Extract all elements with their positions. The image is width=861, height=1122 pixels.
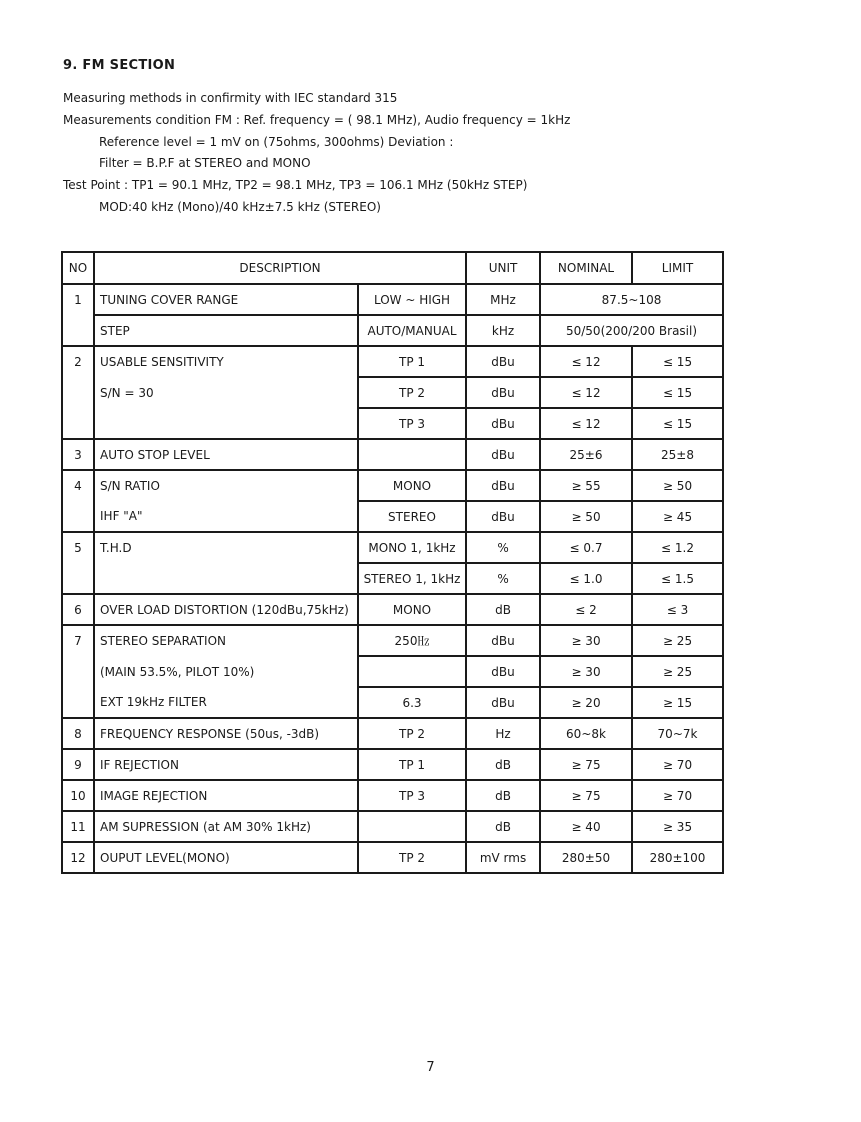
- row-limit: ≥ 35: [632, 811, 723, 842]
- table-row: [62, 594, 723, 625]
- row-no: 9: [62, 749, 94, 780]
- row-nominal: ≥ 75: [540, 749, 632, 780]
- row-condition: TP 1: [358, 346, 466, 377]
- row-limit: ≥ 45: [632, 501, 723, 532]
- row-nominal: 25±6: [540, 439, 632, 470]
- row-unit: %: [466, 532, 540, 563]
- table-row: [62, 656, 723, 687]
- page-number: 7: [426, 1060, 435, 1075]
- row-unit: dBu: [466, 656, 540, 687]
- row-unit: Hz: [466, 718, 540, 749]
- row-nominal: ≤ 2: [540, 594, 632, 625]
- row-description: [94, 408, 358, 439]
- table-row: [62, 532, 723, 563]
- row-nominal: 280±50: [540, 842, 632, 873]
- row-description: IHF "A": [94, 501, 358, 532]
- row-unit: dBu: [466, 346, 540, 377]
- row-condition: TP 3: [358, 780, 466, 811]
- table-row: [62, 346, 723, 377]
- row-unit: dBu: [466, 439, 540, 470]
- intro-line: Reference level = 1 mV on (75ohms, 300ohms) Deviation :: [99, 134, 454, 149]
- row-description: [94, 563, 358, 594]
- row-condition: TP 2: [358, 718, 466, 749]
- row-condition: TP 3: [358, 408, 466, 439]
- header-nominal: NOMINAL: [540, 252, 632, 284]
- row-condition: TP 2: [358, 377, 466, 408]
- header-limit: LIMIT: [632, 252, 723, 284]
- measurement-conditions: [63, 88, 570, 219]
- row-limit: ≤ 15: [632, 377, 723, 408]
- row-no: 8: [62, 718, 94, 749]
- row-unit: dB: [466, 594, 540, 625]
- row-nominal: ≤ 1.0: [540, 563, 632, 594]
- row-description: S/N RATIO: [94, 470, 358, 501]
- intro-line: MOD:40 kHz (Mono)/40 kHz±7.5 kHz (STEREO): [99, 199, 381, 214]
- row-limit: ≥ 15: [632, 687, 723, 718]
- row-unit: %: [466, 563, 540, 594]
- row-no: [62, 656, 94, 687]
- row-condition: MONO: [358, 594, 466, 625]
- table-row: [62, 439, 723, 470]
- row-condition: [358, 811, 466, 842]
- row-nominal: ≤ 12: [540, 346, 632, 377]
- table-row: [62, 284, 723, 315]
- row-condition: 6.3: [358, 687, 466, 718]
- row-unit: MHz: [466, 284, 540, 315]
- fm-spec-table: [61, 251, 724, 874]
- row-no: [62, 315, 94, 346]
- table-row: [62, 749, 723, 780]
- row-description: S/N = 30: [94, 377, 358, 408]
- table-row: [62, 501, 723, 532]
- table-row: [62, 718, 723, 749]
- row-unit: dB: [466, 780, 540, 811]
- row-unit: kHz: [466, 315, 540, 346]
- row-nominal: ≥ 75: [540, 780, 632, 811]
- table-row: [62, 687, 723, 718]
- row-limit: ≤ 1.2: [632, 532, 723, 563]
- row-nominal: ≥ 30: [540, 625, 632, 656]
- row-nominal: ≥ 20: [540, 687, 632, 718]
- row-no: 10: [62, 780, 94, 811]
- header-unit: UNIT: [466, 252, 540, 284]
- row-condition: MONO 1, 1kHz: [358, 532, 466, 563]
- row-description: STEREO SEPARATION: [94, 625, 358, 656]
- row-condition: TP 2: [358, 842, 466, 873]
- row-no: 3: [62, 439, 94, 470]
- table-row: [62, 780, 723, 811]
- row-nominal: ≤ 12: [540, 377, 632, 408]
- row-description: OVER LOAD DISTORTION (120dBu,75kHz): [94, 594, 358, 625]
- row-nominal: ≥ 40: [540, 811, 632, 842]
- row-limit: ≥ 50: [632, 470, 723, 501]
- row-limit: ≤ 15: [632, 408, 723, 439]
- row-unit: dBu: [466, 501, 540, 532]
- table-row: [62, 563, 723, 594]
- row-nominal: ≤ 12: [540, 408, 632, 439]
- row-no: [62, 377, 94, 408]
- row-no: 2: [62, 346, 94, 377]
- row-description: AUTO STOP LEVEL: [94, 439, 358, 470]
- row-value: 50/50(200/200 Brasil): [540, 315, 723, 346]
- row-condition: [358, 439, 466, 470]
- row-limit: 25±8: [632, 439, 723, 470]
- row-unit: dB: [466, 749, 540, 780]
- row-description: (MAIN 53.5%, PILOT 10%): [94, 656, 358, 687]
- row-unit: dBu: [466, 625, 540, 656]
- row-condition: [358, 656, 466, 687]
- row-description: IF REJECTION: [94, 749, 358, 780]
- row-nominal: ≥ 55: [540, 470, 632, 501]
- row-limit: ≥ 25: [632, 625, 723, 656]
- intro-line: Measurements condition FM : Ref. frequency = ( 98.1 MHz), Audio frequency = 1kHz: [63, 112, 571, 127]
- section-title: 9. FM SECTION: [63, 58, 176, 73]
- row-no: [62, 408, 94, 439]
- row-description: STEP: [94, 315, 358, 346]
- row-nominal: ≥ 30: [540, 656, 632, 687]
- intro-line: Measuring methods in confirmity with IEC standard 315: [63, 91, 398, 105]
- row-unit: dBu: [466, 470, 540, 501]
- row-description: FREQUENCY RESPONSE (50us, -3dB): [94, 718, 358, 749]
- row-limit: ≤ 15: [632, 346, 723, 377]
- row-no: 5: [62, 532, 94, 563]
- table-row: [62, 377, 723, 408]
- row-limit: 280±100: [632, 842, 723, 873]
- intro-line: Filter = B.P.F at STEREO and MONO: [99, 156, 311, 171]
- row-condition: AUTO/MANUAL: [358, 315, 466, 346]
- row-unit: dBu: [466, 408, 540, 439]
- row-condition: STEREO: [358, 501, 466, 532]
- row-no: [62, 687, 94, 718]
- table-row: [62, 842, 723, 873]
- row-description: IMAGE REJECTION: [94, 780, 358, 811]
- row-limit: ≤ 3: [632, 594, 723, 625]
- row-condition: STEREO 1, 1kHz: [358, 563, 466, 594]
- row-limit: ≥ 70: [632, 749, 723, 780]
- table-row: [62, 470, 723, 501]
- row-limit: ≥ 25: [632, 656, 723, 687]
- row-condition: TP 1: [358, 749, 466, 780]
- row-nominal: ≤ 0.7: [540, 532, 632, 563]
- row-description: AM SUPRESSION (at AM 30% 1kHz): [94, 811, 358, 842]
- row-description: TUNING COVER RANGE: [94, 284, 358, 315]
- row-no: 12: [62, 842, 94, 873]
- table-header-row: [62, 252, 723, 284]
- row-description: T.H.D: [94, 532, 358, 563]
- row-nominal: 60~8k: [540, 718, 632, 749]
- row-no: 11: [62, 811, 94, 842]
- row-no: 7: [62, 625, 94, 656]
- row-no: 4: [62, 470, 94, 501]
- row-limit: ≤ 1.5: [632, 563, 723, 594]
- row-unit: dBu: [466, 687, 540, 718]
- row-description: OUPUT LEVEL(MONO): [94, 842, 358, 873]
- row-description: EXT 19kHz FILTER: [94, 687, 358, 718]
- row-unit: mV rms: [466, 842, 540, 873]
- row-unit: dBu: [466, 377, 540, 408]
- row-condition: 250㎐: [358, 625, 466, 656]
- header-no: NO: [62, 252, 94, 284]
- row-value: 87.5~108: [540, 284, 723, 315]
- header-description: DESCRIPTION: [94, 252, 466, 284]
- row-nominal: ≥ 50: [540, 501, 632, 532]
- row-condition: LOW ~ HIGH: [358, 284, 466, 315]
- row-no: [62, 501, 94, 532]
- row-condition: MONO: [358, 470, 466, 501]
- row-limit: ≥ 70: [632, 780, 723, 811]
- row-unit: dB: [466, 811, 540, 842]
- row-no: 1: [62, 284, 94, 315]
- table-row: [62, 315, 723, 346]
- table-row: [62, 625, 723, 656]
- table-row: [62, 811, 723, 842]
- row-description: USABLE SENSITIVITY: [94, 346, 358, 377]
- row-no: 6: [62, 594, 94, 625]
- intro-line: Test Point : TP1 = 90.1 MHz, TP2 = 98.1 MHz, TP3 = 106.1 MHz (50kHz STEP): [63, 178, 528, 193]
- table-row: [62, 408, 723, 439]
- row-no: [62, 563, 94, 594]
- row-limit: 70~7k: [632, 718, 723, 749]
